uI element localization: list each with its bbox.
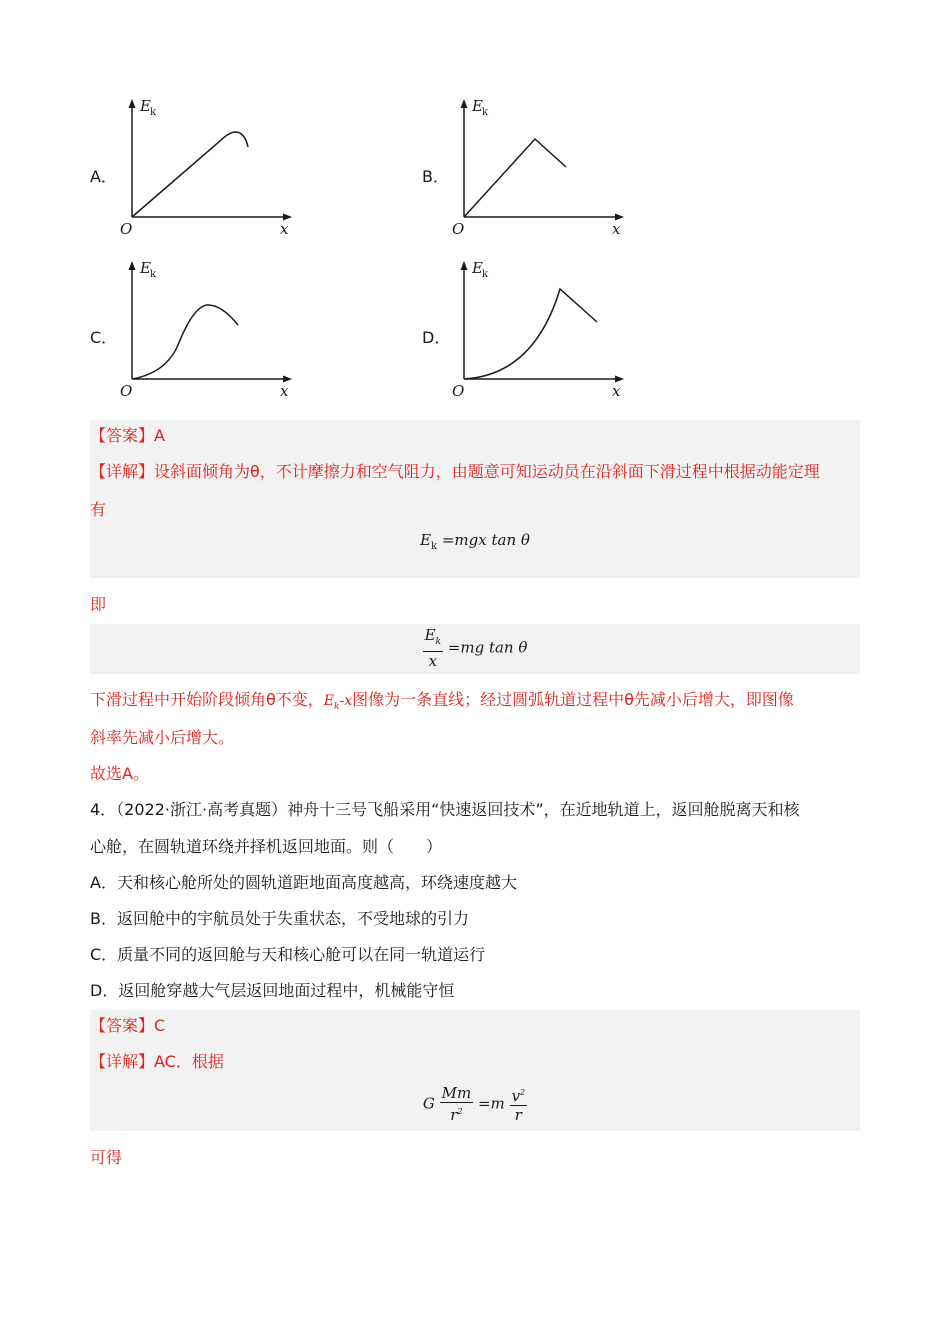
q3-ji: 即	[90, 595, 107, 614]
q4-stem-line1: 4．（2022·浙江·高考真题）神舟十三号飞船采用“快速返回技术”，在近地轨道上，返回舱脱离天和核	[90, 800, 800, 819]
q3-conclusion-line1: 下滑过程中开始阶段倾角θ不变，$E_k-x$图像为一条直线；经过圆弧轨道过程中θ先减小后增大，即图像	[90, 690, 794, 713]
graph-b-y-sub: k	[482, 107, 489, 118]
option-b-label: B．	[422, 167, 449, 186]
q3-conclusion-line2: 斜率先减小后增大。	[90, 728, 235, 747]
q4-kede: 可得	[90, 1148, 123, 1167]
q4-option-b: B．返回舱中的宇航员处于失重状态，不受地球的引力	[90, 909, 469, 928]
graph-b-origin: O	[452, 220, 465, 238]
graph-d-y-label: E	[472, 259, 483, 277]
graph-d-curve	[464, 289, 597, 379]
graph-c-origin: O	[120, 382, 133, 400]
graph-b-y-label: E	[472, 97, 483, 115]
graph-c	[110, 257, 310, 407]
graph-c-curve	[132, 305, 238, 379]
q3-equation-2: $\frac{E_k}{x}$ =mg tan θ	[424, 626, 528, 670]
graph-a-curve	[132, 132, 248, 217]
graph-d	[442, 257, 642, 407]
option-a-label: A．	[90, 167, 117, 186]
graph-a-y-sub: k	[150, 107, 157, 118]
graph-a	[110, 95, 310, 245]
graph-b-x-label: x	[612, 220, 621, 238]
graph-b	[442, 95, 642, 245]
option-d-label: D．	[422, 328, 451, 347]
q4-detail: 【详解】AC．根据	[90, 1052, 224, 1071]
graph-c-x-label: x	[280, 382, 289, 400]
q4-option-a: A．天和核心舱所处的圆轨道距地面高度越高，环绕速度越大	[90, 873, 517, 892]
q4-option-d: D．返回舱穿越大气层返回地面过程中，机械能守恒	[90, 981, 455, 1000]
option-c-label: C．	[90, 328, 118, 347]
q3-detail-line2: 有	[90, 500, 107, 519]
graph-a-x-label: x	[280, 220, 289, 238]
q4-equation: G $\frac{Mm}{r^2}$ =m $\frac{v^2}{r}$	[422, 1084, 526, 1124]
q3-answer-box	[90, 420, 860, 578]
graph-d-y-sub: k	[482, 269, 489, 280]
graph-c-y-label: E	[140, 259, 151, 277]
q4-stem-line2: 心舱，在圆轨道环绕并择机返回地面。则（ ）	[90, 837, 443, 856]
q4-option-c: C．质量不同的返回舱与天和核心舱可以在同一轨道运行	[90, 945, 486, 964]
graph-a-y-label: E	[140, 97, 151, 115]
q4-answer: 【答案】C	[90, 1016, 166, 1035]
graph-d-origin: O	[452, 382, 465, 400]
q3-detail-line1: 【详解】设斜面倾角为θ，不计摩擦力和空气阻力，由题意可知运动员在沿斜面下滑过程中根据动能定理	[90, 462, 820, 481]
graph-d-x-label: x	[612, 382, 621, 400]
q3-choice: 故选A。	[90, 764, 149, 783]
graph-b-curve	[464, 139, 566, 217]
graph-c-y-sub: k	[150, 269, 157, 280]
q3-equation-1: $E_k =mgx$ tan θ	[420, 531, 530, 552]
graph-a-origin: O	[120, 220, 133, 238]
q3-answer: 【答案】A	[90, 426, 165, 445]
